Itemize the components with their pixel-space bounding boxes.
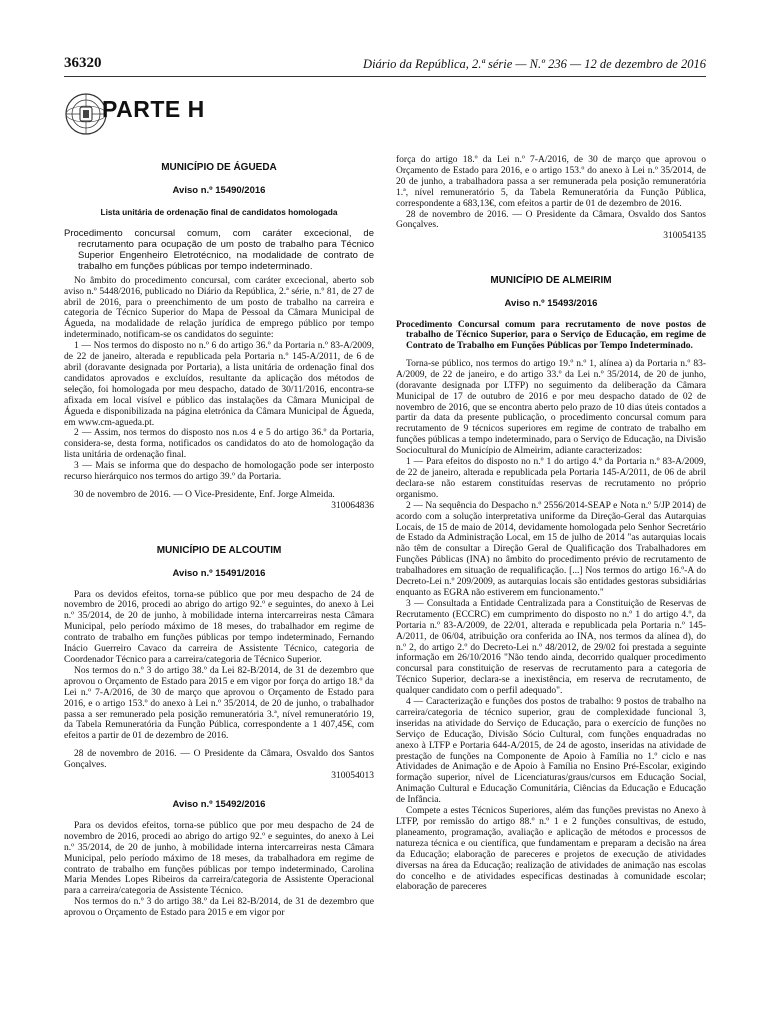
paragraph: 1 — Nos termos do disposto no n.º 6 do artigo 36.º da Portaria n.º 83-A/2009, de 22 de janeiro, alterada e republicada pela Portaria n.º 145-A/2011, de 6 de abril (doravante designada por Portaria), a lista unitária de ordenação final dos candidatos aprovados e excluídos, resultante da aplicação dos métodos de seleção, foi homologada por meu despacho, datado de 30/11/2016, encontra-se afixada em local visível e público das instalações da Câmara Municipal de Águeda e disponibilizada na página eletrónica da Câmara Municipal de Águeda, em www.cm-agueda.pt. — [64, 341, 374, 428]
notice-intro: Procedimento concursal comum, com caráter excecional, de recrutamento para ocupação de um posto de trabalho para Técnico Superior Engenheiro Eletrotécnico, na modalidade de contrato de trabalho em funções públicas por tempo indeterminado. — [64, 227, 374, 272]
paragraph: Para os devidos efeitos, torna-se público que por meu despacho de 24 de novembro de 2016, procedi ao abrigo do artigo 92.º e seguintes, do anexo à Lei n.º 35/2014, de 20 de junho, à mobilidade interna intercarreiras nesta Câmara Municipal, pelo período máximo de 18 meses, do trabalhador em regime de contrato de trabalho em funções públicas por tempo indeterminado, Fernando Inácio Guerreiro Cavaco da carreira de Assistente Técnico, categoria de Coordenador Técnico para a carreira/categoria de Técnico Superior. — [64, 589, 374, 665]
paragraph: 2 — Na sequência do Despacho n.º 2556/2014-SEAP e Nota n.º 5/JP 2014) de acordo com a solução interpretativa uniforme da Direção-Geral das Autarquias Locais, de 15 de maio de 2014, devidamente homologada pelo Senhor Secretário de Estado da Administração Local, em 15 de julho de 2014 "as autarquias locais não têm de consultar a Direção Geral de Qualificação dos Trabalhadores em Funções Públicas (INA) no âmbito do procedimento prévio de recrutamento de trabalhadores em situação de requalificação. [...] Nos termos do artigo 16.º-A do Decreto-Lei n.º 209/2009, as autarquias locais são entidades gestoras subsidiárias enquanto as EGRA não estiverem em funcionamento." — [396, 500, 706, 598]
part-title: PARTE H — [102, 96, 205, 122]
signature: 28 de novembro de 2016. — O Presidente da Câmara, Osvaldo dos Santos Gonçalves. — [64, 749, 374, 771]
paragraph: 3 — Mais se informa que do despacho de homologação pode ser interposto recurso hierárquico nos termos do artigo 39.º da Portaria. — [64, 461, 374, 483]
aviso-number: Aviso n.º 15490/2016 — [172, 184, 266, 196]
aviso-number: Aviso n.º 15491/2016 — [172, 567, 266, 579]
page-number: 36320 — [64, 55, 102, 71]
reference-number: 310054135 — [663, 231, 706, 242]
paragraph: Nos termos do n.º 3 do artigo 38.º da Lei 82-B/2014, de 31 de dezembro que aprovou o Orçamento de Estado para 2015 e em vigor por — [64, 897, 374, 919]
reference-number: 310054013 — [331, 771, 374, 782]
header-rule — [64, 76, 706, 77]
aviso-number: Aviso n.º 15492/2016 — [172, 798, 266, 810]
paragraph: Para os devidos efeitos, torna-se público que por meu despacho de 24 de novembro de 2016, procedi ao abrigo do artigo 92.º e seguintes, do anexo à Lei n.º 35/2014, de 20 de junho, à mobilidade interna intercarreiras nesta Câmara Municipal, pelo período máximo de 18 meses, da trabalhadora em regime de contrato de trabalho em funções públicas por tempo indeterminado, Carolina Maria Mendes Lopes Ribeiros da carreira/categoria de Assistente Operacional para a carreira/categoria de Assistente Técnico. — [64, 820, 374, 897]
right-column — [396, 155, 706, 893]
notice-subject: Lista unitária de ordenação final de candidatos homologada — [100, 206, 338, 217]
paragraph: 3 — Consultada a Entidade Centralizada para a Constituição de Reservas de Recrutamento (ECCRC) em cumprimento do disposto no n.º 1 do artigo 4.º, da Portaria n.º 83-A/2009, de 22/01, alterada e republicada pela Portaria n.º 145-A/2011, de 06/04, atribuição ora conferida ao INA, nos termos da alínea d), do n.º 2, do artigo 2.º do Decreto-Lei n.º 48/2012, de 29/02 foi prestada a seguinte informação em 26/10/2016 "Não tendo ainda, decorrido qualquer procedimento concursal para constituição de reservas de recrutamento para a categoria de Técnico Superior, declara-se a inexistência, em reserva de recrutamento, de qualquer candidato com o perfil adequado". — [396, 598, 706, 697]
signature: 28 de novembro de 2016. — O Presidente da Câmara, Osvaldo dos Santos Gonçalves. — [396, 209, 706, 231]
paragraph: Nos termos do n.º 3 do artigo 38.º da Lei 82-B/2014, de 31 de dezembro que aprovou o Orçamento de Estado para 2015 e em vigor por força do artigo 18.º da Lei n.º 7-A/2016, de 30 de março que aprovou o Orçamento de Estado para 2016, e o artigo 153.º do anexo à Lei n.º 35/2014, de 20 de junho, o trabalhador passa a ser remunerado pela posição remuneratória 3.ª, nível remuneratório 19, da Tabela Remuneratória da Função Pública, correspondente a 1 407,45€, com efeitos a partir de 01 de dezembro de 2016. — [64, 665, 374, 742]
notice-intro: Procedimento Concursal comum para recrutamento de nove postos de trabalho de Técnico Superior, para o Serviço de Educação, em regime de Contrato de Trabalho em Funções Públicas por Tempo Indeterminado. — [396, 320, 706, 351]
aviso-number: Aviso n.º 15493/2016 — [504, 298, 598, 310]
paragraph: força do artigo 18.º da Lei n.º 7-A/2016, de 30 de março que aprovou o Orçamento de Estado para 2016, e o artigo 153.º do anexo à Lei n.º 35/2014, de 20 de junho, a trabalhadora passa a ser remunerada pela posição remuneratória 1.ª, nível remuneratório 5, da Tabela Remuneratória da Função Pública, correspondente a 683,13€, com efeitos a partir de 01 de dezembro de 2016. — [396, 155, 706, 209]
left-column — [64, 155, 374, 919]
paragraph: 1 — Para efeitos do disposto no n.º 1 do artigo 4.º da Portaria n.º 83-A/2009, de 22 de janeiro, alterada e republicada pela Portaria 145-A/2011, de 06 de abril declara-se não estarem constituídas reservas de recrutamento no próprio organismo. — [396, 457, 706, 500]
paragraph: 4 — Caracterização e funções dos postos de trabalho: 9 postos de trabalho na carreira/categoria de técnico superior, grau de complexidade funcional 3, inseridas na atividade do Serviço de Educação, para o exercício de funções no Serviço de Educação, Divisão Sócio Cultural, com funções enquadradas no anexo à LTFP e Portaria 644-A/2015, de 24 de agosto, inseridas na atividade de prestação de funções na Componente de Apoio à Família no 1.º ciclo e nas Atividades de Animação e de Apoio à Família no Ensino Pré-Escolar, exigindo formação superior, nível de Licenciaturas/graus/cursos em Educação Social, Animação Cultural e Educação Comunitária, Ciências da Educação e Educação de Infância. — [396, 697, 706, 806]
signature: 30 de novembro de 2016. — O Vice-Presidente, Enf. Jorge Almeida. — [74, 489, 335, 500]
reference-number: 310064836 — [331, 500, 374, 511]
paragraph: 2 — Assim, nos termos do disposto nos n.os 4 e 5 do artigo 36.º da Portaria, considera-se, desta forma, notificados os candidatos do ato de homologação da lista unitária de ordenação final. — [64, 428, 374, 461]
paragraph: Compete a estes Técnicos Superiores, além das funções previstas no Anexo à LTFP, por remissão do artigo 88.º n.º 1 e 2 funções consultivas, de estudo, planeamento, programação, avaliação e aplicação de métodos e processos de natureza técnica e ou científica, que fundamentam e preparam a decisão na área da Educação; elaboração de pareceres e projetos de execução de atividades diversas na área da Educação; realização de atividades de animação nas escolas do concelho e de atividades específicas destinadas à comunidade escolar; elaboração de pareceres — [396, 806, 706, 893]
entity-heading: MUNICÍPIO DE ALMEIRIM — [490, 275, 612, 287]
paragraph: Torna-se público, nos termos do artigo 19.º n.º 1, alínea a) da Portaria n.º 83-A/2009, de 22 de janeiro, e do artigo 33.º da Lei n.º 35/2014, de 20 de junho, (doravante designada por LTFP) no seguimento da deliberação da Câmara Municipal de 17 de outubro de 2016 e por meu despacho datado de 02 de novembro de 2016, que se encontra aberto pelo prazo de 10 dias úteis contados a partir da data da presente publicação, o procedimento concursal comum para recrutamento de 9 técnicos superiores em regime de contrato de trabalho em funções públicas a tempo indeterminado, para o Serviço de Educação, na Divisão Sociocultural do Município de Almeirim, adiante caracterizados: — [396, 358, 706, 457]
entity-heading: MUNICÍPIO DE ALCOUTIM — [156, 544, 282, 556]
paragraph: No âmbito do procedimento concursal, com caráter excecional, aberto sob aviso n.º 5448/2016, publicado no Diário da República, 2.ª série, n.º 81, de 27 de abril de 2016, para o preenchimento de um posto de trabalho na carreira e categoria de Técnico Superior do Mapa de Pessoal da Câmara Municipal de Águeda, na modalidade de relação jurídica de emprego público por tempo indeterminado, notificam-se os candidatos do seguinte: — [64, 275, 374, 341]
entity-heading: MUNICÍPIO DE ÁGUEDA — [161, 162, 277, 173]
journal-header: Diário da República, 2.ª série — N.º 236 — 12 de dezembro de 2016 — [363, 57, 706, 71]
